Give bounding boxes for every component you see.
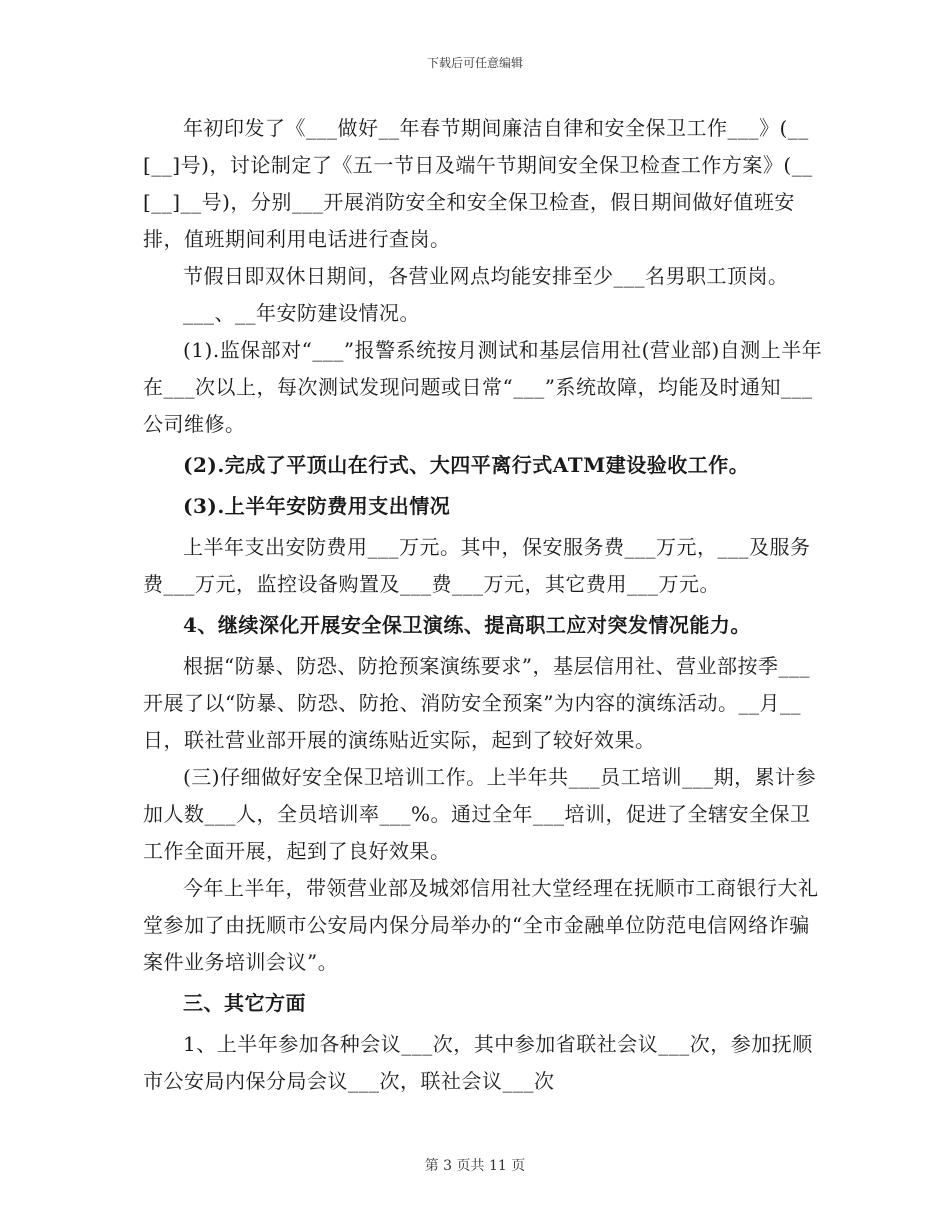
paragraph: 根据“防暴、防恐、防抢预案演练要求”，基层信用社、营业部按季___开展了以“防暴、防恐、防抢、消防安全预案”为内容的演练活动。__月__日，联社营业部开展的演练贴近实际，起到了较好效果。 — [143, 654, 810, 752]
page-number-footer: 第 3 页共 11 页 — [424, 1158, 526, 1174]
section-heading: 4、继续深化开展安全保卫演练、提高职工应对突发情况能力。 — [183, 613, 751, 637]
section-heading: (2).完成了平顶山在行式、大四平离行式ATM建设验收工作。 — [183, 453, 750, 477]
paragraph: 上半年支出安防费用___万元。其中，保安服务费___万元，___及服务费___万元，监控设备购置及___费___万元，其它费用___万元。 — [143, 535, 811, 596]
paragraph: (1).监保部对“___”报警系统按月测试和基层信用社(营业部)自测上半年在___次以上，每次测试发现问题或日常“___”系统故障，均能及时通知___公司维修。 — [143, 338, 823, 436]
paragraph: 节假日即双休日期间，各营业网点均能安排至少___名男职工顶岗。 — [183, 264, 789, 288]
paragraph: (三)仔细做好安全保卫培训工作。上半年共___员工培训___期，累计参加人数___人，全员培训率___%。通过全年___培训，促进了全辖安全保卫工作全面开展，起到了良好效果。 — [143, 765, 817, 863]
paragraph: ___、__年安防建设情况。 — [183, 301, 420, 325]
section-heading: 三、其它方面 — [183, 991, 306, 1015]
page-header-note: 下载后可任意编辑 — [426, 56, 523, 70]
paragraph: 年初印发了《___做好__年春节期间廉洁自律和安全保卫工作___》(__[__]号)，讨论制定了《五一节日及端午节期间安全保卫检查工作方案》(__[__]__号)，分别___开展消防安全和安全保卫检查，假日期间做好值班安排，值班期间利用电话进行查岗。 — [143, 116, 813, 251]
paragraph: 1、上半年参加各种会议___次，其中参加省联社会议___次，参加抚顺市公安局内保分局会议___次，联社会议___次 — [143, 1032, 813, 1093]
document-body — [143, 110, 823, 1100]
section-heading: (3).上半年安防费用支出情况 — [183, 494, 451, 518]
paragraph: 今年上半年，带领营业部及城郊信用社大堂经理在抚顺市工商银行大礼堂参加了由抚顺市公安局内保分局举办的“全市金融单位防范电信网络诈骗案件业务培训会议”。 — [143, 876, 819, 974]
